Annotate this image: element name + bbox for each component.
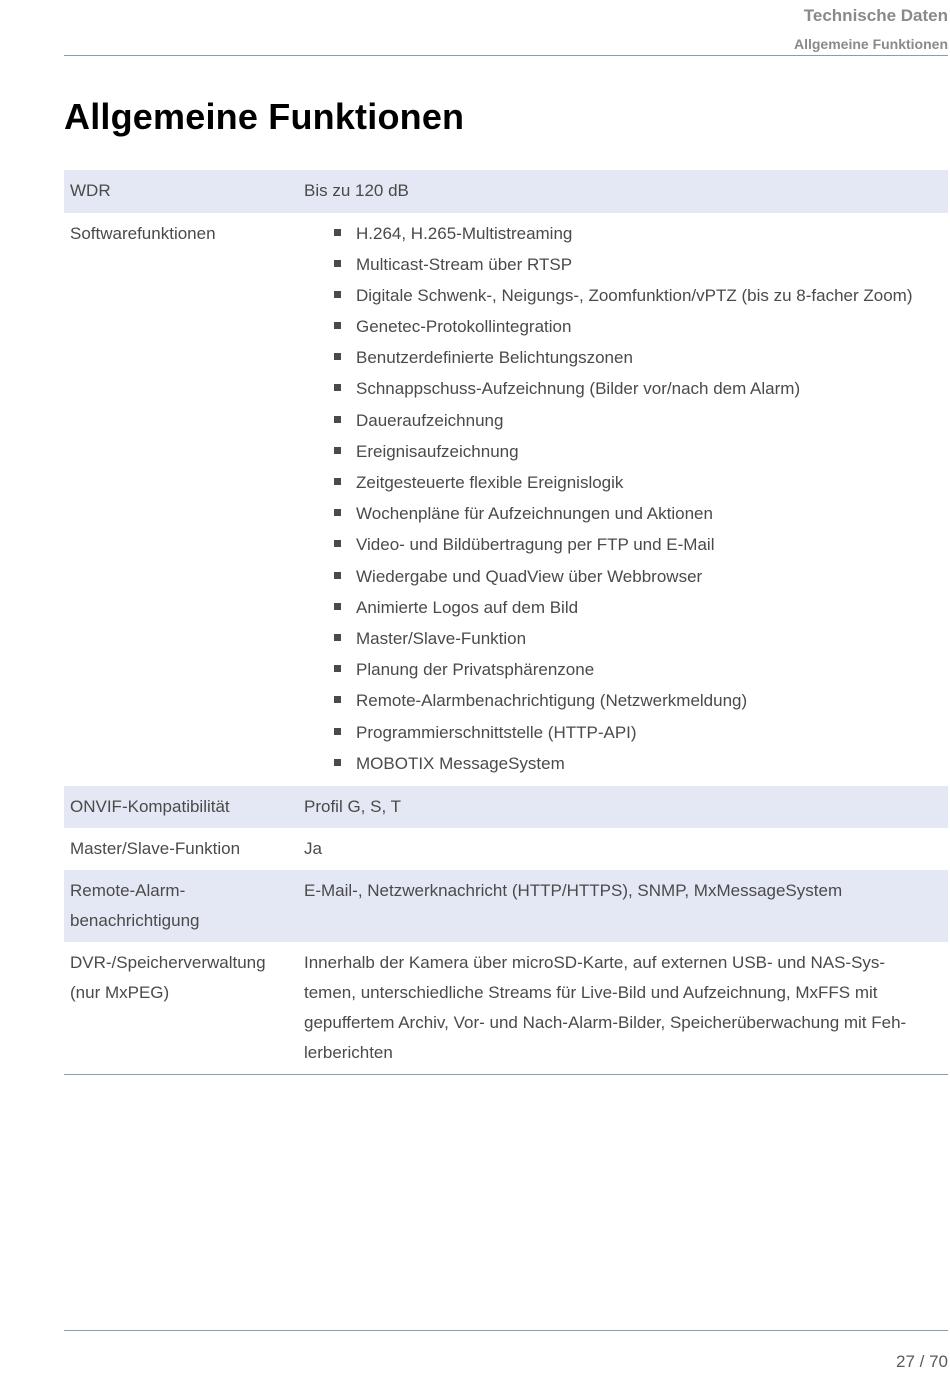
row-value-line: Innerhalb der Kamera über microSD-Karte, auf externen USB- und NAS-Sys- bbox=[304, 952, 886, 972]
list-item: Planung der Privatsphärenzone bbox=[332, 655, 948, 685]
table-row-onvif bbox=[64, 786, 948, 828]
list-item: Zeitgesteuerte flexible Ereignislogik bbox=[332, 468, 948, 498]
row-label: ONVIF-Kompatibilität bbox=[64, 786, 298, 828]
list-item: Programmierschnittstelle (HTTP-API) bbox=[332, 718, 948, 748]
page-title: Allgemeine Funktionen bbox=[64, 96, 465, 137]
page-number: 27 / 70 bbox=[896, 1352, 948, 1371]
row-label-line: DVR-/Speicherverwaltung bbox=[70, 952, 266, 972]
header-section-title: Allgemeine Funktionen bbox=[793, 36, 948, 52]
list-item: Wiedergabe und QuadView über Webbrowser bbox=[332, 562, 948, 592]
row-value-line: lerberichten bbox=[304, 1042, 393, 1062]
list-item: Master/Slave-Funktion bbox=[332, 624, 948, 654]
list-item: Daueraufzeichnung bbox=[332, 406, 948, 436]
page-header bbox=[64, 0, 948, 56]
row-value: Ja bbox=[304, 838, 322, 858]
table-row-remote-alarm bbox=[64, 870, 948, 942]
row-value: E-Mail-, Netzwerknachricht (HTTP/HTTPS), SNMP, MxMessageSystem bbox=[298, 870, 948, 942]
list-item: Genetec-Protokollintegration bbox=[332, 312, 948, 342]
table-row-dvr bbox=[64, 942, 948, 1075]
row-label-line: benachrichtigung bbox=[70, 910, 200, 930]
table-row-master-slave bbox=[64, 828, 948, 870]
feature-list bbox=[304, 219, 948, 779]
row-label: WDR bbox=[64, 170, 298, 213]
row-value: Profil G, S, T bbox=[298, 786, 948, 828]
list-item: Ereignisaufzeichnung bbox=[332, 437, 948, 467]
row-value-line: temen, unterschiedliche Streams für Live-Bild und Aufzeichnung, MxFFS mit bbox=[304, 982, 878, 1002]
row-value-line: gepuffertem Archiv, Vor- und Nach-Alarm-Bilder, Speicherüberwachung mit Feh- bbox=[304, 1012, 907, 1032]
list-item: Multicast-Stream über RTSP bbox=[332, 250, 948, 280]
row-value bbox=[298, 213, 948, 786]
list-item: Schnappschuss-Aufzeichnung (Bilder vor/nach dem Alarm) bbox=[332, 374, 948, 404]
list-item: Remote-Alarmbenachrichtigung (Netzwerkmeldung) bbox=[332, 686, 948, 716]
list-item: Wochenpläne für Aufzeichnungen und Aktionen bbox=[332, 499, 948, 529]
row-label bbox=[64, 942, 298, 1075]
row-value: Bis zu 120 dB bbox=[298, 170, 948, 213]
row-label: Softwarefunktionen bbox=[70, 224, 216, 243]
table-row-wdr bbox=[64, 170, 948, 213]
list-item: Digitale Schwenk-, Neigungs-, Zoomfunktion/vPTZ (bis zu 8-facher Zoom) bbox=[332, 281, 948, 311]
list-item: H.264, H.265-Multistreaming bbox=[332, 219, 948, 249]
row-label bbox=[64, 870, 298, 942]
list-item: MOBOTIX MessageSystem bbox=[332, 749, 948, 779]
footer-divider bbox=[64, 1330, 948, 1331]
table-row-software bbox=[64, 213, 948, 786]
row-label: Master/Slave-Funktion bbox=[70, 838, 241, 858]
row-label-line: Remote-Alarm- bbox=[70, 880, 186, 900]
row-label-line: (nur MxPEG) bbox=[70, 982, 170, 1002]
spec-table bbox=[64, 170, 948, 1075]
header-chapter-title: Technische Daten bbox=[803, 6, 948, 25]
list-item: Benutzerdefinierte Belichtungszonen bbox=[332, 343, 948, 373]
list-item: Video- und Bildübertragung per FTP und E-Mail bbox=[332, 530, 948, 560]
row-value bbox=[298, 942, 948, 1075]
list-item: Animierte Logos auf dem Bild bbox=[332, 593, 948, 623]
